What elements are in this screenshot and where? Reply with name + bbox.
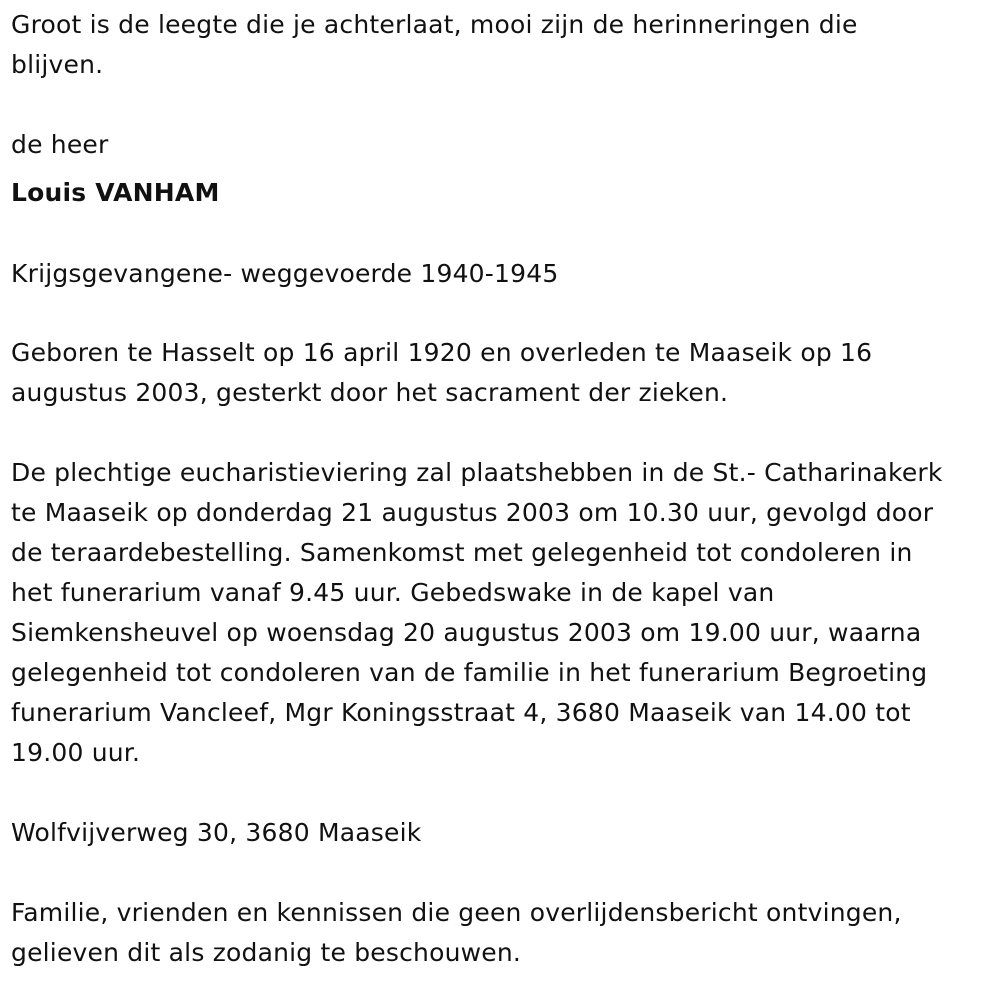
born-line: Geboren te Hasselt op 16 april 1920 en overleden te Maaseik op 16 [11,338,873,367]
service-line: te Maaseik op donderdag 21 augustus 2003 om 10.30 uur, gevolgd door [11,498,934,527]
family-line: gelieven dit als zodanig te beschouwen. [11,938,522,967]
service-line: het funerarium vanaf 9.45 uur. Gebedswake in de kapel van [11,578,775,607]
birth-death-paragraph [11,333,872,413]
intro-line: Groot is de leegte die je achterlaat, mooi zijn de herinneringen die [11,10,858,39]
born-line: augustus 2003, gesterkt door het sacrament der zieken. [11,378,729,407]
honorific: de heer [11,130,109,159]
service-line: 19.00 uur. [11,738,141,767]
service-line: Siemkensheuvel op woensdag 20 augustus 2003 om 19.00 uur, waarna [11,618,922,647]
family-notice-paragraph [11,893,902,973]
service-paragraph [11,453,943,773]
home-address: Wolfvijverweg 30, 3680 Maaseik [11,818,422,847]
family-line: Familie, vrienden en kennissen die geen overlijdensbericht ontvingen, [11,898,902,927]
deceased-name: Louis VANHAM [11,178,220,207]
intro-quote [11,5,858,85]
service-line: de teraardebestelling. Samenkomst met gelegenheid tot condoleren in [11,538,913,567]
service-line: funerarium Vancleef, Mgr Koningsstraat 4, 3680 Maaseik van 14.00 tot [11,698,911,727]
status-line: Krijgsgevangene- weggevoerde 1940-1945 [11,259,559,288]
service-line: gelegenheid tot condoleren van de familie in het funerarium Begroeting [11,658,928,687]
intro-line: blijven. [11,50,104,79]
service-line: De plechtige eucharistieviering zal plaatshebben in de St.- Catharinakerk [11,458,943,487]
